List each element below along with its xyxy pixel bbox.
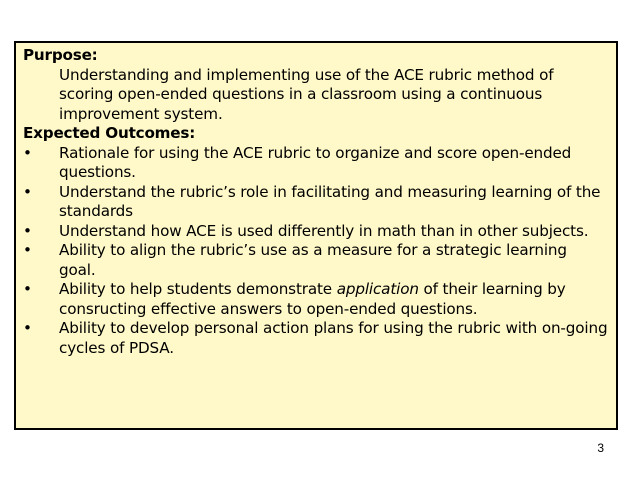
- outcome-text-before: Ability to help students demonstrate: [59, 280, 337, 298]
- purpose-text: Understanding and implementing use of the ACE rubric method of scoring open-ended questions in a classroom using a continuous improvement system.: [59, 65, 554, 123]
- outcome-item: [23, 280, 608, 319]
- outcome-item: [23, 241, 608, 280]
- outcome-item: [23, 183, 608, 222]
- content-box: [14, 41, 618, 430]
- outcomes-list: [23, 144, 608, 359]
- outcome-text: Ability to align the rubric’s use as a measure for a strategic learning goal.: [59, 241, 567, 279]
- outcome-item: [23, 222, 608, 242]
- outcomes-heading: Expected Outcomes:: [23, 124, 196, 142]
- bullet-icon: •: [23, 280, 32, 298]
- outcome-text: Ability to develop personal action plans for using the rubric with on-going cycles of PDSA.: [59, 319, 608, 357]
- bullet-icon: •: [23, 319, 32, 337]
- outcome-text-after: of their learning by consructing effective answers to open-ended questions.: [59, 280, 566, 318]
- bullet-icon: •: [23, 241, 32, 259]
- outcome-emphasis: application: [336, 280, 419, 298]
- bullet-icon: •: [23, 221, 32, 240]
- purpose-heading: Purpose:: [23, 46, 98, 64]
- bullet-icon: •: [23, 182, 32, 201]
- outcome-text: Understand how ACE is used differently in math than in other subjects.: [59, 221, 589, 240]
- outcome-text: Rationale for using the ACE rubric to organize and score open-ended questions.: [59, 143, 572, 181]
- bullet-icon: •: [23, 143, 32, 162]
- outcome-item: [23, 144, 608, 183]
- outcome-text: Understand the rubric’s role in facilitating and measuring learning of the standards: [59, 182, 601, 220]
- page-number: 3: [597, 441, 604, 455]
- outcome-item: [23, 319, 608, 358]
